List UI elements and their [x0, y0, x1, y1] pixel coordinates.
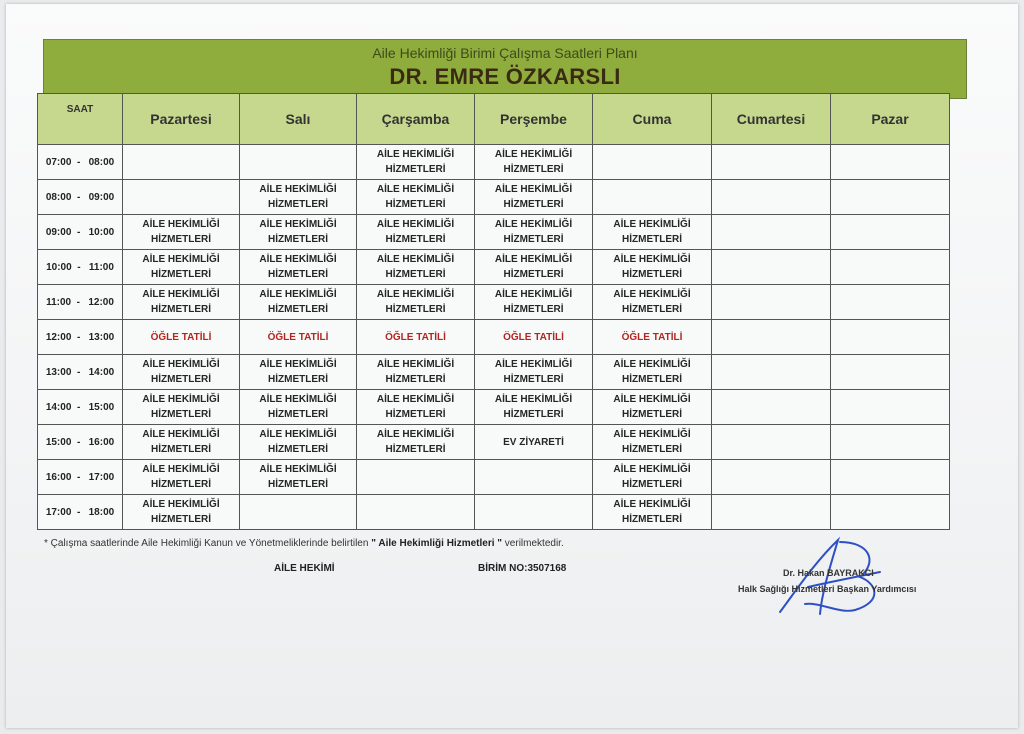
column-header-day: Cuma [593, 94, 712, 145]
schedule-cell: AİLE HEKİMLİĞİ HİZMETLERİ [240, 215, 357, 250]
schedule-cell [712, 145, 831, 180]
footnote-text: * Çalışma saatlerinde Aile Hekimliği Kanun ve Yönetmeliklerinde belirtilen [44, 538, 372, 549]
time-slot: 08:00 - 09:00 [38, 180, 123, 215]
schedule-cell [240, 145, 357, 180]
schedule-cell: AİLE HEKİMLİĞİ HİZMETLERİ [123, 355, 240, 390]
unit-number: BİRİM NO:3507168 [478, 563, 567, 574]
schedule-cell: AİLE HEKİMLİĞİ HİZMETLERİ [357, 390, 475, 425]
schedule-cell [712, 495, 831, 530]
schedule-cell [831, 180, 950, 215]
footnote-emphasis: " Aile Hekimliği Hizmetleri " [371, 538, 503, 549]
schedule-cell: AİLE HEKİMLİĞİ HİZMETLERİ [123, 460, 240, 495]
schedule-cell [831, 320, 950, 355]
schedule-cell: AİLE HEKİMLİĞİ HİZMETLERİ [357, 215, 475, 250]
time-slot: 09:00 - 10:00 [38, 215, 123, 250]
schedule-cell: AİLE HEKİMLİĞİ HİZMETLERİ [123, 250, 240, 285]
table-row [38, 145, 950, 180]
schedule-cell [712, 460, 831, 495]
table-row [38, 460, 950, 495]
schedule-cell: AİLE HEKİMLİĞİ HİZMETLERİ [240, 180, 357, 215]
column-header-day: Pazar [831, 94, 950, 145]
schedule-cell: EV ZİYARETİ [475, 425, 593, 460]
schedule-cell: ÖĞLE TATİLİ [593, 320, 712, 355]
schedule-cell: AİLE HEKİMLİĞİ HİZMETLERİ [357, 250, 475, 285]
schedule-cell: AİLE HEKİMLİĞİ HİZMETLERİ [123, 215, 240, 250]
schedule-cell [831, 495, 950, 530]
schedule-cell [831, 355, 950, 390]
schedule-cell: AİLE HEKİMLİĞİ HİZMETLERİ [593, 285, 712, 320]
schedule-cell: AİLE HEKİMLİĞİ HİZMETLERİ [475, 355, 593, 390]
plan-title: Aile Hekimliği Birimi Çalışma Saatleri Planı [372, 45, 638, 61]
schedule-cell [831, 250, 950, 285]
schedule-cell: AİLE HEKİMLİĞİ HİZMETLERİ [593, 215, 712, 250]
table-row [38, 320, 950, 355]
doctor-label: AİLE HEKİMİ [274, 563, 335, 574]
schedule-cell [831, 425, 950, 460]
time-slot: 11:00 - 12:00 [38, 285, 123, 320]
schedule-cell: AİLE HEKİMLİĞİ HİZMETLERİ [593, 495, 712, 530]
schedule-cell: AİLE HEKİMLİĞİ HİZMETLERİ [475, 180, 593, 215]
schedule-cell: AİLE HEKİMLİĞİ HİZMETLERİ [123, 285, 240, 320]
footnote-tail: verilmektedir. [502, 538, 564, 549]
schedule-cell [123, 180, 240, 215]
schedule-cell [712, 285, 831, 320]
time-slot: 17:00 - 18:00 [38, 495, 123, 530]
column-header-day: Salı [240, 94, 357, 145]
schedule-cell: AİLE HEKİMLİĞİ HİZMETLERİ [593, 425, 712, 460]
schedule-cell: ÖĞLE TATİLİ [357, 320, 475, 355]
table-row [38, 425, 950, 460]
schedule-cell: AİLE HEKİMLİĞİ HİZMETLERİ [593, 390, 712, 425]
table-header-row [38, 94, 950, 145]
column-header-saat: SAAT [38, 94, 123, 145]
footnote [44, 538, 564, 549]
table-row [38, 390, 950, 425]
schedule-cell [831, 390, 950, 425]
schedule-cell [475, 460, 593, 495]
schedule-cell: ÖĞLE TATİLİ [475, 320, 593, 355]
time-slot: 14:00 - 15:00 [38, 390, 123, 425]
table-row [38, 250, 950, 285]
time-slot: 16:00 - 17:00 [38, 460, 123, 495]
time-slot: 13:00 - 14:00 [38, 355, 123, 390]
schedule-cell: AİLE HEKİMLİĞİ HİZMETLERİ [240, 250, 357, 285]
schedule-cell: AİLE HEKİMLİĞİ HİZMETLERİ [240, 285, 357, 320]
time-slot: 10:00 - 11:00 [38, 250, 123, 285]
schedule-cell [712, 390, 831, 425]
schedule-cell: AİLE HEKİMLİĞİ HİZMETLERİ [593, 250, 712, 285]
schedule-cell: AİLE HEKİMLİĞİ HİZMETLERİ [593, 355, 712, 390]
schedule-cell [712, 250, 831, 285]
signatory-name: Dr. Hakan BAYRAKCI [783, 568, 874, 578]
schedule-cell: AİLE HEKİMLİĞİ HİZMETLERİ [123, 495, 240, 530]
table-row [38, 215, 950, 250]
column-header-day: Çarşamba [357, 94, 475, 145]
table-row [38, 495, 950, 530]
schedule-cell [712, 355, 831, 390]
schedule-cell [831, 145, 950, 180]
doctor-name: DR. EMRE ÖZKARSLI [389, 64, 621, 89]
schedule-cell: AİLE HEKİMLİĞİ HİZMETLERİ [240, 425, 357, 460]
schedule-cell [593, 145, 712, 180]
schedule-cell [240, 495, 357, 530]
schedule-cell: AİLE HEKİMLİĞİ HİZMETLERİ [357, 180, 475, 215]
schedule-cell [475, 495, 593, 530]
time-slot: 12:00 - 13:00 [38, 320, 123, 355]
schedule-cell: AİLE HEKİMLİĞİ HİZMETLERİ [357, 145, 475, 180]
schedule-cell [357, 460, 475, 495]
schedule-cell: AİLE HEKİMLİĞİ HİZMETLERİ [240, 355, 357, 390]
plan-header [43, 39, 967, 99]
schedule-table [37, 93, 950, 530]
column-header-day: Pazartesi [123, 94, 240, 145]
schedule-cell: AİLE HEKİMLİĞİ HİZMETLERİ [475, 390, 593, 425]
schedule-cell [712, 320, 831, 355]
schedule-cell [593, 180, 712, 215]
schedule-cell: AİLE HEKİMLİĞİ HİZMETLERİ [240, 390, 357, 425]
schedule-cell: AİLE HEKİMLİĞİ HİZMETLERİ [475, 250, 593, 285]
schedule-cell: AİLE HEKİMLİĞİ HİZMETLERİ [357, 355, 475, 390]
schedule-cell: ÖĞLE TATİLİ [123, 320, 240, 355]
schedule-cell: AİLE HEKİMLİĞİ HİZMETLERİ [357, 425, 475, 460]
schedule-cell [712, 425, 831, 460]
column-header-day: Perşembe [475, 94, 593, 145]
schedule-cell [831, 460, 950, 495]
schedule-cell: AİLE HEKİMLİĞİ HİZMETLERİ [475, 285, 593, 320]
schedule-cell [831, 285, 950, 320]
table-row [38, 355, 950, 390]
schedule-cell: AİLE HEKİMLİĞİ HİZMETLERİ [240, 460, 357, 495]
schedule-cell: AİLE HEKİMLİĞİ HİZMETLERİ [475, 145, 593, 180]
schedule-cell [712, 180, 831, 215]
schedule-cell: AİLE HEKİMLİĞİ HİZMETLERİ [123, 390, 240, 425]
schedule-cell: AİLE HEKİMLİĞİ HİZMETLERİ [593, 460, 712, 495]
schedule-cell: ÖĞLE TATİLİ [240, 320, 357, 355]
table-row [38, 180, 950, 215]
column-header-day: Cumartesi [712, 94, 831, 145]
time-slot: 15:00 - 16:00 [38, 425, 123, 460]
schedule-cell [357, 495, 475, 530]
schedule-cell: AİLE HEKİMLİĞİ HİZMETLERİ [123, 425, 240, 460]
schedule-cell [712, 215, 831, 250]
table-row [38, 285, 950, 320]
schedule-cell: AİLE HEKİMLİĞİ HİZMETLERİ [357, 285, 475, 320]
schedule-cell: AİLE HEKİMLİĞİ HİZMETLERİ [475, 215, 593, 250]
signatory-title: Halk Sağlığı Hizmetleri Başkan Yardımcısı [738, 584, 917, 594]
schedule-cell [831, 215, 950, 250]
time-slot: 07:00 - 08:00 [38, 145, 123, 180]
schedule-cell [123, 145, 240, 180]
